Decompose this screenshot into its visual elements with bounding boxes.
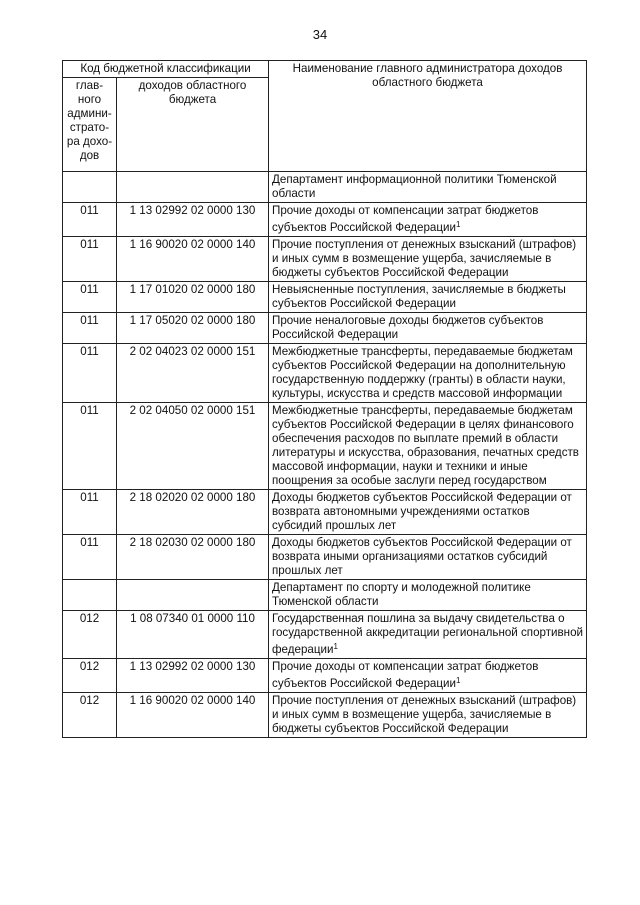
- income-name-cell: [269, 490, 587, 535]
- table-row: [63, 490, 587, 535]
- header-administrator-name: Наименование главного администратора доходов областного бюджета: [269, 61, 587, 172]
- admin-code-cell: 011: [63, 282, 117, 313]
- header-budget-code: Код бюджетной классификации: [63, 61, 269, 78]
- section-row: [63, 172, 587, 203]
- header-income-code: доходов областного бюджета: [117, 78, 269, 172]
- table-row: [63, 535, 587, 580]
- income-name-cell: [269, 282, 587, 313]
- income-name-cell: [269, 237, 587, 282]
- empty-cell: [117, 172, 269, 203]
- income-name-text: Прочие поступления от денежных взысканий (штрафов) и иных сумм в возмещение ущерба, зачисляемые в бюджеты субъектов Российской Федерации: [272, 694, 577, 735]
- income-code-cell: 1 17 05020 02 0000 180: [117, 313, 269, 344]
- table-row: [63, 282, 587, 313]
- table-row: [63, 693, 587, 738]
- table-row: [63, 403, 587, 490]
- admin-code-cell: 011: [63, 403, 117, 490]
- empty-cell: [117, 580, 269, 611]
- income-name-cell: [269, 403, 587, 490]
- table-row: [63, 313, 587, 344]
- income-code-cell: 2 02 04023 02 0000 151: [117, 344, 269, 403]
- income-name-text: Прочие доходы от компенсации затрат бюджетов субъектов Российской Федерации: [272, 660, 539, 690]
- empty-cell: [63, 580, 117, 611]
- table-row: [63, 344, 587, 403]
- admin-code-cell: 012: [63, 693, 117, 738]
- income-code-cell: 1 17 01020 02 0000 180: [117, 282, 269, 313]
- budget-classification-table: [62, 60, 587, 738]
- income-name-text: Государственная пошлина за выдачу свидетельства о государственной аккредитации региональной спортивной федерации: [272, 612, 583, 656]
- admin-code-cell: 011: [63, 237, 117, 282]
- section-title: Департамент информационной политики Тюменской области: [269, 172, 587, 203]
- income-name-cell: [269, 203, 587, 237]
- table-row: [63, 203, 587, 237]
- income-name-text: Невыясненные поступления, зачисляемые в бюджеты субъектов Российской Федерации: [272, 283, 566, 310]
- income-code-cell: 1 16 90020 02 0000 140: [117, 237, 269, 282]
- income-code-cell: 2 18 02030 02 0000 180: [117, 535, 269, 580]
- income-name-text: Межбюджетные трансферты, передаваемые бюджетам субъектов Российской Федерации в целях финансового обеспечения расходов по выплате премий в области литературы и искусства, образования, печатных средств массовой информации, науки и техники и иные поощрения за особые заслуги перед государством: [272, 404, 579, 487]
- footnote-mark: 1: [455, 676, 461, 685]
- section-title: Департамент по спорту и молодежной политике Тюменской области: [269, 580, 587, 611]
- admin-code-cell: 011: [63, 203, 117, 237]
- admin-code-cell: 011: [63, 535, 117, 580]
- income-code-cell: 1 13 02992 02 0000 130: [117, 659, 269, 693]
- footnote-mark: 1: [333, 642, 338, 651]
- income-name-text: Доходы бюджетов субъектов Российской Федерации от возврата автономными учреждениями остатков субсидий прошлых лет: [272, 491, 572, 532]
- income-name-text: Прочие неналоговые доходы бюджетов субъектов Российской Федерации: [272, 314, 544, 341]
- admin-code-cell: 012: [63, 611, 117, 659]
- admin-code-cell: 011: [63, 344, 117, 403]
- table-body: [63, 172, 587, 738]
- section-row: [63, 580, 587, 611]
- income-name-text: Межбюджетные трансферты, передаваемые бюджетам субъектов Российской Федерации на дополнительную государственную поддержку (гранты) в области науки, культуры, искусства и средств массовой информации: [272, 345, 573, 400]
- income-code-cell: 1 16 90020 02 0000 140: [117, 693, 269, 738]
- page-number: 34: [312, 27, 328, 42]
- table-row: [63, 659, 587, 693]
- admin-code-cell: 012: [63, 659, 117, 693]
- income-name-cell: [269, 313, 587, 344]
- table-row: [63, 611, 587, 659]
- income-code-cell: 1 08 07340 01 0000 110: [117, 611, 269, 659]
- empty-cell: [63, 172, 117, 203]
- income-name-text: Прочие поступления от денежных взысканий (штрафов) и иных сумм в возмещение ущерба, зачисляемые в бюджеты субъектов Российской Федерации: [272, 238, 577, 279]
- footnote-mark: 1: [455, 220, 461, 229]
- income-code-cell: 2 18 02020 02 0000 180: [117, 490, 269, 535]
- header-admin-code: глав-ного админи-страто-ра дохо-дов: [63, 78, 117, 172]
- income-name-cell: [269, 611, 587, 659]
- income-name-cell: [269, 693, 587, 738]
- income-code-cell: 1 13 02992 02 0000 130: [117, 203, 269, 237]
- income-name-text: Доходы бюджетов субъектов Российской Федерации от возврата иными организациями остатков субсидий прошлых лет: [272, 536, 572, 577]
- income-code-cell: 2 02 04050 02 0000 151: [117, 403, 269, 490]
- admin-code-cell: 011: [63, 313, 117, 344]
- income-name-cell: [269, 659, 587, 693]
- income-name-cell: [269, 535, 587, 580]
- admin-code-cell: 011: [63, 490, 117, 535]
- income-name-cell: [269, 344, 587, 403]
- income-name-text: Прочие доходы от компенсации затрат бюджетов субъектов Российской Федерации: [272, 204, 539, 234]
- table-row: [63, 237, 587, 282]
